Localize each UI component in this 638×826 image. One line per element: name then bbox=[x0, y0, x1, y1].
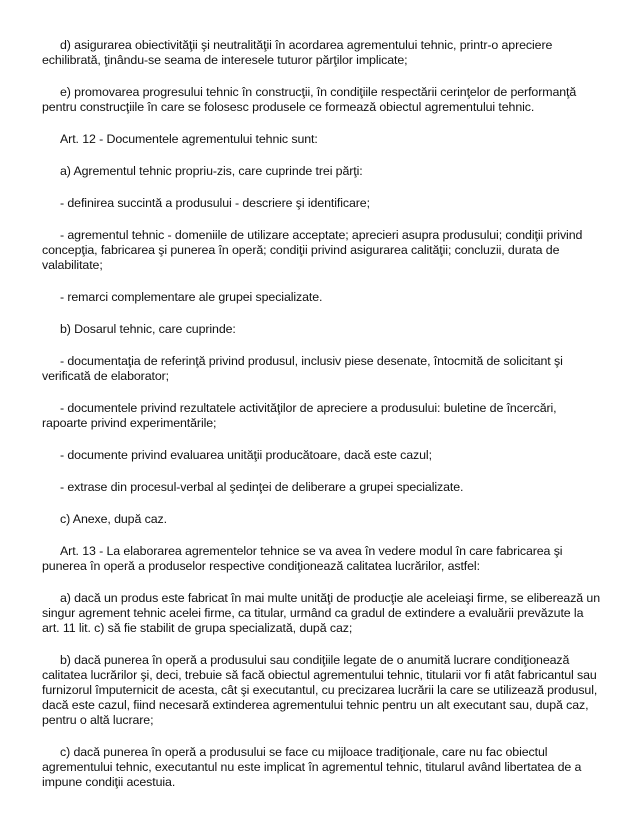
paragraph-e-technical-progress: e) promovarea progresului tehnic în construcţii, în condiţiile respectării cerinţelor de performanţă pentru construcţiile în care se folosesc produsele ce formează obiectul agrementului tehnic. bbox=[42, 85, 577, 114]
list-item-complementary-remarks: - remarci complementare ale grupei specializate. bbox=[60, 290, 323, 304]
list-item-producer-evaluation: - documente privind evaluarea unităţii producătoare, dacă este cazul; bbox=[60, 448, 432, 462]
paragraph-a-multiple-units: a) dacă un produs este fabricat în mai multe unităţi de producţie ale aceleiaşi firme, se eliberează un singur agrement tehnic acelei firme, ca titular, urmând ca gradul de extindere a evaluării prevăzute la art. 11 lit. c) să fie stabilit de grupa specializată, după caz; bbox=[42, 591, 601, 635]
document-body bbox=[42, 38, 602, 807]
paragraph-a-agrement-proper: a) Agrementul tehnic propriu-zis, care cuprinde trei părţi: bbox=[60, 164, 363, 178]
paragraph-b-technical-file: b) Dosarul tehnic, care cuprinde: bbox=[60, 322, 236, 336]
article-12-heading: Art. 12 - Documentele agrementului tehnic sunt: bbox=[60, 132, 318, 146]
list-item-reference-documentation: - documentaţia de referinţă privind produsul, inclusiv piese desenate, întocmită de solicitant şi verificată de elaborator; bbox=[42, 354, 563, 383]
paragraph-d-objectivity: d) asigurarea obiectivităţii şi neutralităţii în acordarea agrementului tehnic, printr-o apreciere echilibrată, ţinându-se seama de interesele tuturor părţilor implicate; bbox=[42, 38, 553, 67]
list-item-product-definition: - definirea succintă a produsului - descriere şi identificare; bbox=[60, 196, 370, 210]
article-13-heading: Art. 13 - La elaborarea agrementelor tehnice se va avea în vedere modul în care fabricarea şi punerea în operă a produselor respective condiţionează calitatea lucrărilor, astfel: bbox=[42, 544, 563, 573]
paragraph-b-installation-conditions: b) dacă punerea în operă a produsului sau condiţiile legate de o anumită lucrare condiţionează calitatea lucrărilor şi, deci, trebuie să facă obiectul agrementului tehnic, titularii vor fi atât fabricantul sau furnizorul împuternicit de acesta, cât şi executantul, cu precizarea lucrării la care se utilizează produsul, dacă este cazul, fiind necesară extinderea agrementului tehnic pentru un alt executant sau, după caz, pentru o altă lucrare; bbox=[42, 653, 598, 727]
list-item-assessment-results: - documentele privind rezultatele activităţilor de apreciere a produsului: buletine de încercări, rapoarte privind experimentările; bbox=[42, 401, 557, 430]
list-item-meeting-extracts: - extrase din procesul-verbal al şedinţei de deliberare a grupei specializate. bbox=[60, 480, 464, 494]
paragraph-c-annexes: c) Anexe, după caz. bbox=[60, 512, 167, 526]
list-item-agrement-tehnic: - agrementul tehnic - domeniile de utilizare acceptate; aprecieri asupra produsului; condiţii privind concepţia, fabricarea şi punerea în operă; condiţii privind asigurarea calităţii; concluzii, durata de valabilitate; bbox=[42, 228, 583, 272]
paragraph-c-traditional-means: c) dacă punerea în operă a produsului se face cu mijloace tradiţionale, care nu fac obiectul agrementului tehnic, executantul nu este implicat în agrementul tehnic, titularul având libertatea de a impune condiţii acestuia. bbox=[42, 745, 582, 789]
